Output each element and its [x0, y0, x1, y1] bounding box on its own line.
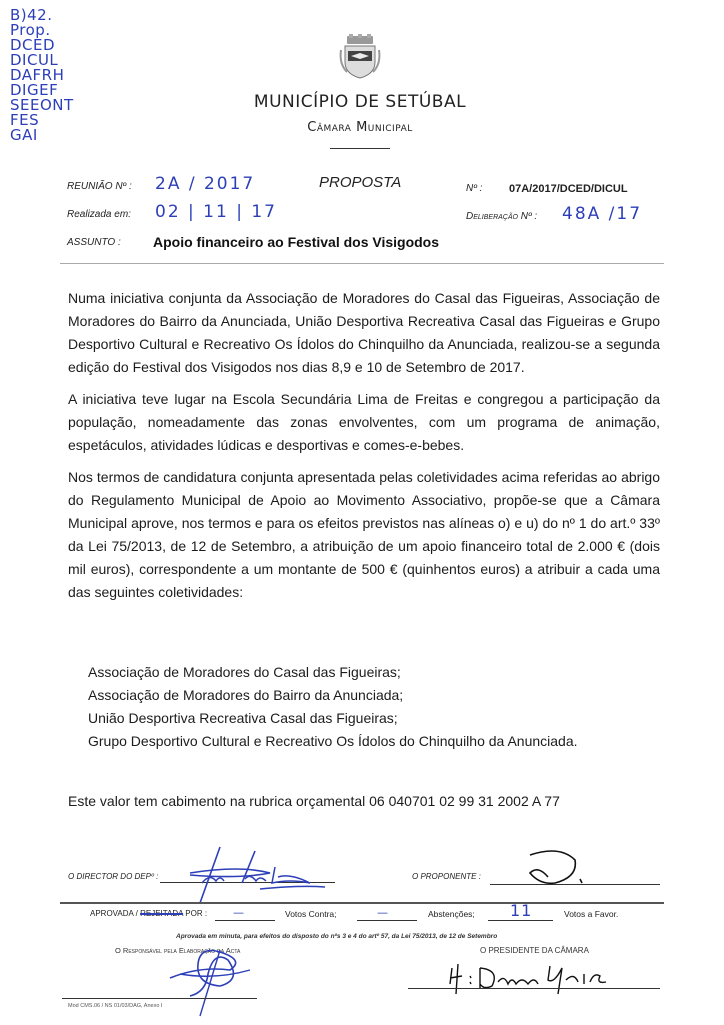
list-item: União Desportiva Recreativa Casal das Figueiras; — [88, 710, 398, 726]
margin-note: DICUL — [10, 51, 59, 69]
margin-note: SEEONT — [10, 96, 74, 114]
assunto-value: Apoio financeiro ao Festival dos Visigodos — [153, 234, 440, 250]
abstencoes-line — [357, 920, 417, 921]
header-divider — [60, 263, 664, 264]
responsavel-signature-line — [62, 998, 257, 999]
favor-line — [488, 920, 553, 921]
approval-prefix: APROVADA / — [90, 909, 141, 918]
deliberacao-label: Deliberação Nº : — [466, 211, 538, 222]
divider — [330, 148, 390, 149]
form-code: Mod CMS.06 / NS 01/03/DAG, Anexo I — [68, 1003, 163, 1009]
margin-note: DAFRH — [10, 66, 65, 84]
favor-label: Votos a Favor. — [564, 909, 619, 919]
realizada-label: Realizada em: — [67, 209, 131, 220]
margin-notes — [10, 8, 120, 143]
realizada-value: 02 | 11 | 17 — [155, 202, 277, 222]
margin-note: B)42. — [10, 6, 53, 24]
numero-label: Nº : — [466, 183, 483, 194]
proponente-label: O PROPONENTE : — [412, 872, 481, 881]
body-section — [68, 287, 660, 613]
minuta-note: Aprovada em minuta, para efeitos do disposto do nºs 3 e 4 do artº 57, da Lei 75/2013, de 12 de Setembro — [176, 933, 498, 940]
council-name: Câmara Municipal — [307, 120, 413, 135]
paragraph-2: A iniciativa teve lugar na Escola Secundária Lima de Freitas e congregou a participação da população, nomeadamente das zonas envolventes, com um programa de animação, espetáculos, atividades lúdicas e desportivas e comes-e-bebes. — [68, 391, 660, 453]
budget-line: Este valor tem cabimento na rubrica orçamental 06 040701 02 99 31 2002 A 77 — [68, 793, 560, 809]
votos-contra-value: — — [233, 906, 244, 919]
margin-note: DIGEF — [10, 81, 59, 99]
director-label: O DIRECTOR DO DEPº : — [68, 872, 159, 881]
list-item: Associação de Moradores do Casal das Figueiras; — [88, 664, 401, 680]
abstencoes-value: — — [377, 906, 388, 919]
reuniao-value: 2A / 2017 — [155, 174, 256, 194]
presidente-signature — [440, 958, 620, 998]
responsavel-label: O Responsável pela Elaboração da Acta — [115, 946, 241, 955]
margin-note: DCED — [10, 36, 56, 54]
paragraph-1: Numa iniciativa conjunta da Associação de Moradores do Casal das Figueiras, Associação de Moradores do Bairro da Anunciada, União Desportiva Recreativa Casal das Figueiras e Grupo Desportivo Cultural e Recreativo Os Ídolos do Chinquilho da Anunciada, realizou-se a segunda edição do Festival dos Visigodos nos dias 8,9 e 10 de Setembro de 2017. — [68, 290, 660, 375]
numero-value: 07A/2017/DCED/DICUL — [509, 183, 628, 195]
assunto-label: ASSUNTO : — [67, 237, 121, 248]
favor-value: 11 — [510, 901, 533, 920]
document-type: PROPOSTA — [319, 174, 402, 191]
margin-note: Prop. — [10, 21, 51, 39]
abstencoes-label: Abstenções; — [428, 909, 475, 919]
votos-contra-line — [215, 920, 275, 921]
presidente-label: O PRESIDENTE DA CÂMARA — [480, 946, 589, 955]
coat-of-arms-icon — [337, 34, 383, 80]
proponente-signature — [500, 845, 620, 890]
rejected-struck: REJEITADA — [140, 909, 184, 918]
margin-note: GAI — [10, 126, 38, 144]
signature-divider — [60, 902, 664, 904]
approval-label — [90, 909, 207, 918]
responsavel-signature — [160, 940, 270, 1025]
director-signature — [150, 845, 350, 905]
votos-contra-label: Votos Contra; — [285, 909, 337, 919]
municipality-name: MUNICÍPIO DE SETÚBAL — [253, 92, 467, 112]
deliberacao-value: 48A /17 — [562, 204, 643, 224]
presidente-signature-line — [408, 988, 660, 989]
beneficiary-list — [88, 661, 578, 753]
list-item: Associação de Moradores do Bairro da Anunciada; — [88, 687, 404, 703]
reuniao-label: REUNIÃO Nº : — [67, 181, 132, 192]
approval-por: POR : — [183, 909, 208, 918]
list-item: Grupo Desportivo Cultural e Recreativo Os Ídolos do Chinquilho da Anunciada. — [88, 733, 578, 749]
paragraph-3: Nos termos de candidatura conjunta apresentada pelas coletividades acima referidas ao abrigo do Regulamento Municipal de Apoio ao Movimento Associativo, propõe-se que a Câmara Municipal aprove, nos termos e para os efeitos previstos nas alíneas o) e u) do nº 1 do art.º 33º da Lei 75/2013, de 12 de Setembro, a atribuição de um apoio financeiro total de 2.000 € (dois mil euros), correspondente a um montante de 500 € (quinhentos euros) a atribuir a cada uma das seguintes coletividades: — [68, 469, 660, 600]
margin-note: FES — [10, 111, 40, 129]
